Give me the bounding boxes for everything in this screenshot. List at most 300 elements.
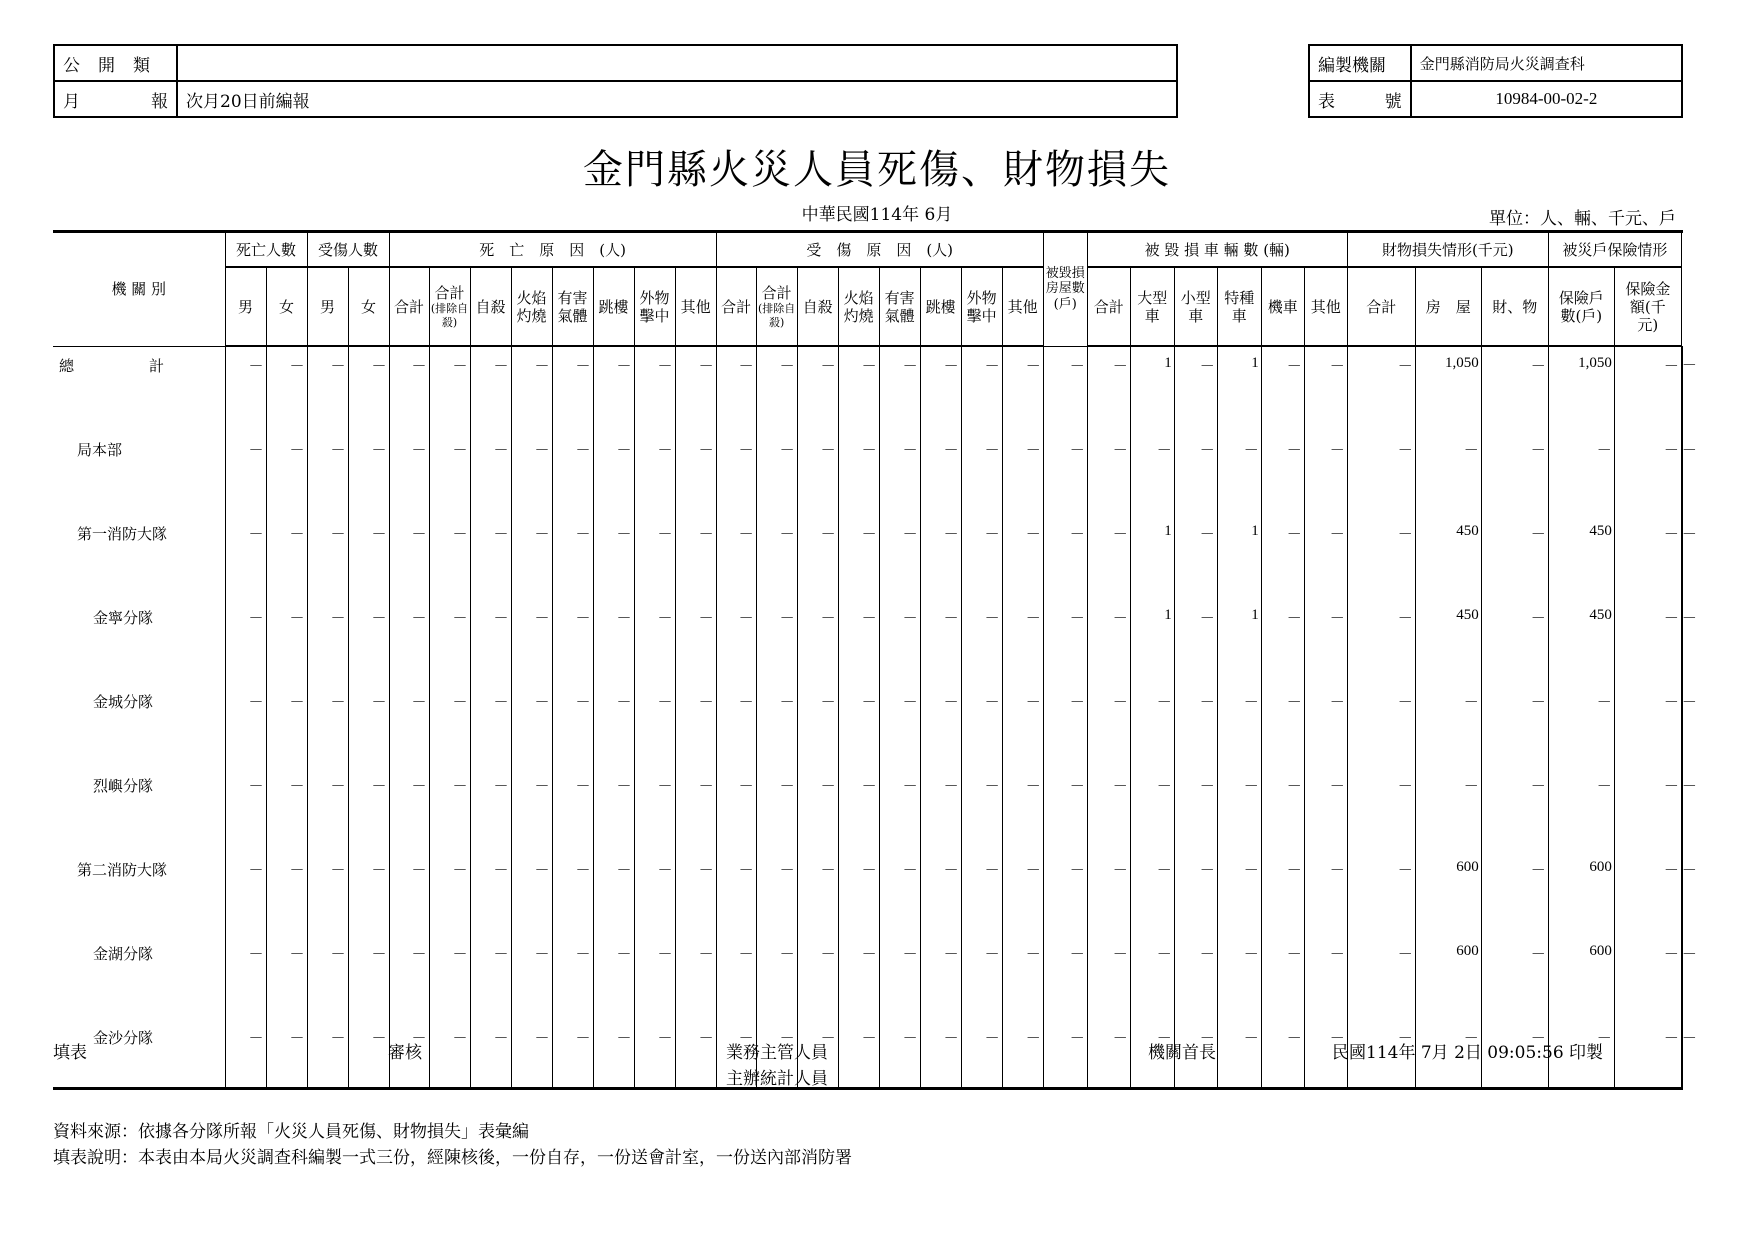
table-cell: － [1481, 1019, 1548, 1089]
table-cell: 450 [1415, 515, 1481, 599]
table-cell: － [429, 851, 470, 935]
injury-jump-header: 跳樓 [920, 267, 961, 346]
table-cell: － [797, 935, 838, 1019]
table-cell: 600 [1548, 935, 1614, 1019]
table-cell: － [1681, 431, 1682, 515]
vehicle-large-header: 大型車 [1130, 267, 1174, 346]
table-cell: － [797, 1019, 838, 1089]
table-cell: － [429, 431, 470, 515]
table-cell: － [1548, 431, 1614, 515]
death-count-header: 死亡人數 [225, 232, 307, 268]
insured-households-header: 保險戶數(戶) [1548, 267, 1614, 346]
table-cell: － [797, 851, 838, 935]
table-cell: － [634, 935, 675, 1019]
table-cell: － [756, 935, 797, 1019]
table-cell: － [756, 431, 797, 515]
death-other-header: 其他 [675, 267, 716, 346]
table-cell: － [716, 431, 756, 515]
table-cell: － [1174, 1019, 1217, 1089]
table-cell: － [1043, 346, 1087, 431]
table-cell: － [797, 683, 838, 767]
table-cell: － [920, 346, 961, 431]
table-cell: － [1087, 767, 1130, 851]
table-cell: 450 [1415, 599, 1481, 683]
table-cell: － [511, 935, 552, 1019]
table-cell: － [1347, 599, 1415, 683]
table-cell: － [1481, 515, 1548, 599]
table-cell: － [1481, 431, 1548, 515]
table-cell: － [675, 851, 716, 935]
table-cell: － [552, 1019, 593, 1089]
table-cell: － [470, 599, 511, 683]
table-cell: － [797, 599, 838, 683]
table-cell: － [1548, 683, 1614, 767]
table-cell: － [307, 935, 348, 1019]
table-cell: － [920, 599, 961, 683]
table-cell: － [266, 683, 307, 767]
table-cell: － [307, 767, 348, 851]
table-cell: － [429, 1019, 470, 1089]
table-cell: － [1043, 935, 1087, 1019]
table-cell: － [348, 599, 389, 683]
vehicle-special-header: 特種車 [1217, 267, 1261, 346]
stats-head-label: 主辦統計人員 [726, 1069, 828, 1089]
table-cell: 1,050 [1415, 346, 1481, 431]
table-cell: － [634, 346, 675, 431]
table-cell: － [961, 935, 1002, 1019]
table-cell: － [961, 346, 1002, 431]
table-cell: － [1002, 851, 1043, 935]
org-header: 機 關 別 [53, 232, 225, 347]
table-cell: － [1415, 683, 1481, 767]
table-cell: － [1087, 431, 1130, 515]
table-cell: － [470, 431, 511, 515]
table-cell: － [1174, 599, 1217, 683]
table-cell: － [838, 431, 879, 515]
table-cell: － [1304, 346, 1347, 431]
table-cell: 1 [1217, 346, 1261, 431]
death-burn-header: 火焰灼燒 [511, 267, 552, 346]
table-cell: 1 [1130, 346, 1174, 431]
table-cell: － [838, 515, 879, 599]
table-cell: － [1347, 851, 1415, 935]
table-cell: － [429, 599, 470, 683]
table-cell: － [429, 935, 470, 1019]
table-cell: － [838, 1019, 879, 1089]
form-no-label: 表號 [1309, 81, 1411, 117]
table-cell: － [1548, 767, 1614, 851]
table-cell: － [920, 683, 961, 767]
table-cell: － [1681, 346, 1682, 431]
table-cell: － [1681, 599, 1682, 683]
table-cell: － [1043, 683, 1087, 767]
table-cell: － [797, 767, 838, 851]
death-male-header: 男 [225, 267, 266, 346]
table-cell: － [634, 851, 675, 935]
table-row [53, 935, 1683, 1019]
table-cell: － [1130, 935, 1174, 1019]
table-cell: － [797, 515, 838, 599]
table-cell: － [1347, 515, 1415, 599]
death-object-header: 外物擊中 [634, 267, 675, 346]
table-cell: － [266, 767, 307, 851]
table-cell: － [593, 346, 634, 431]
table-cell: － [756, 767, 797, 851]
table-cell: － [1481, 935, 1548, 1019]
report-period: 中華民國114年 6月 [801, 205, 953, 225]
table-cell: － [1481, 851, 1548, 935]
table-cell: － [1043, 599, 1087, 683]
table-cell: － [552, 431, 593, 515]
table-cell: － [879, 599, 920, 683]
table-row [53, 431, 1683, 515]
table-cell: － [1087, 346, 1130, 431]
table-row [53, 599, 1683, 683]
table-cell: － [1043, 851, 1087, 935]
header-right-box [1308, 44, 1683, 118]
table-cell: － [225, 1019, 266, 1089]
table-cell: － [1174, 767, 1217, 851]
table-cell: － [1174, 515, 1217, 599]
table-cell: － [716, 1019, 756, 1089]
table-cell: － [225, 851, 266, 935]
agency-label: 編製機關 [1309, 45, 1411, 81]
table-cell: － [1043, 1019, 1087, 1089]
death-cause-header: 死 亡 原 因 (人) [389, 232, 716, 268]
table-cell: － [552, 683, 593, 767]
business-head-label: 業務主管人員 [726, 1043, 828, 1063]
table-cell: － [225, 599, 266, 683]
table-cell: － [879, 1019, 920, 1089]
table-cell: － [348, 935, 389, 1019]
injury-other-header: 其他 [1002, 267, 1043, 346]
table-cell: － [1217, 767, 1261, 851]
table-cell: － [266, 851, 307, 935]
table-cell: － [675, 683, 716, 767]
table-cell: － [1174, 683, 1217, 767]
injury-suicide-header: 自殺 [797, 267, 838, 346]
table-cell: － [879, 935, 920, 1019]
monthly-label: 月報 [54, 81, 177, 117]
table-cell: 450 [1548, 599, 1614, 683]
table-cell: － [593, 767, 634, 851]
table-cell: － [1304, 851, 1347, 935]
table-cell: － [675, 431, 716, 515]
table-cell: － [307, 515, 348, 599]
table-cell: － [470, 935, 511, 1019]
table-cell: － [1347, 683, 1415, 767]
table-cell: － [920, 935, 961, 1019]
public-blank [177, 45, 1177, 81]
table-cell: － [1130, 683, 1174, 767]
table-cell: － [920, 515, 961, 599]
table-cell: － [389, 599, 429, 683]
filling-note: 填表說明：本表由本局火災調查科編製一式三份，經陳核後，一份自存，一份送會計室，一份送內部消防署 [53, 1148, 852, 1168]
table-cell: － [1002, 515, 1043, 599]
table-cell: 600 [1415, 935, 1481, 1019]
table-cell: － [634, 515, 675, 599]
death-suicide-header: 自殺 [470, 267, 511, 346]
table-cell: － [675, 767, 716, 851]
table-cell: － [1261, 346, 1304, 431]
table-cell: － [1481, 683, 1548, 767]
table-cell: － [389, 683, 429, 767]
table-cell: 1 [1217, 515, 1261, 599]
table-cell: － [348, 1019, 389, 1089]
table-cell: － [716, 935, 756, 1019]
table-cell: － [1304, 935, 1347, 1019]
table-cell: － [511, 599, 552, 683]
agency-value: 金門縣消防局火災調查科 [1411, 45, 1682, 81]
table-cell: － [1217, 683, 1261, 767]
table-cell: － [1614, 599, 1681, 683]
damaged-houses-header: 被毀損房屋數(戶) [1043, 232, 1087, 347]
table-cell: － [634, 599, 675, 683]
table-cell: － [593, 1019, 634, 1089]
table-cell: 600 [1548, 851, 1614, 935]
table-cell: － [961, 767, 1002, 851]
insured-amount-header: 保險金額(千元) [1614, 267, 1681, 346]
casualty-loss-table [53, 230, 1697, 1090]
agency-head-label: 機關首長 [1148, 1043, 1216, 1063]
table-cell: － [1304, 1019, 1347, 1089]
row-org-name: 金湖分隊 [53, 935, 225, 1019]
table-cell: － [225, 515, 266, 599]
table-cell: － [961, 431, 1002, 515]
table-cell: － [1087, 935, 1130, 1019]
table-cell: － [266, 935, 307, 1019]
table-cell: － [429, 683, 470, 767]
table-cell: 1 [1130, 599, 1174, 683]
table-cell: － [1614, 515, 1681, 599]
table-cell: － [552, 515, 593, 599]
unit-label: 單位：人、輛、千元、戶 [1489, 209, 1676, 229]
table-cell: － [716, 851, 756, 935]
table-cell: － [1347, 431, 1415, 515]
table-cell: － [1174, 851, 1217, 935]
table-cell: － [593, 851, 634, 935]
table-cell: － [511, 767, 552, 851]
table-cell: － [1481, 599, 1548, 683]
table-cell: － [1043, 767, 1087, 851]
table-cell: － [675, 1019, 716, 1089]
table-cell: － [1217, 851, 1261, 935]
table-cell: － [389, 767, 429, 851]
table-cell: － [1261, 599, 1304, 683]
table-cell: － [961, 515, 1002, 599]
table-cell: － [1087, 599, 1130, 683]
table-cell: － [634, 683, 675, 767]
table-cell: － [389, 431, 429, 515]
table-cell: － [1681, 515, 1682, 599]
injury-object-header: 外物擊中 [961, 267, 1002, 346]
table-cell: － [1002, 346, 1043, 431]
table-cell: － [348, 515, 389, 599]
injury-cause-header: 受 傷 原 因 (人) [716, 232, 1043, 268]
vehicle-moto-header: 機車 [1261, 267, 1304, 346]
table-cell: － [470, 1019, 511, 1089]
table-cell: － [511, 431, 552, 515]
death-total-header: 合計 [389, 267, 429, 346]
table-cell: － [756, 851, 797, 935]
table-cell: － [961, 1019, 1002, 1089]
table-cell: － [511, 346, 552, 431]
table-cell: － [1681, 851, 1682, 935]
table-cell: 600 [1415, 851, 1481, 935]
table-cell: － [1548, 1019, 1614, 1089]
table-cell: － [1261, 851, 1304, 935]
table-cell: － [634, 767, 675, 851]
table-cell: － [1043, 515, 1087, 599]
table-cell: － [389, 851, 429, 935]
table-cell: － [1002, 1019, 1043, 1089]
table-cell: － [1002, 767, 1043, 851]
table-cell: － [225, 935, 266, 1019]
table-cell: － [1681, 1019, 1682, 1089]
table-cell: － [429, 767, 470, 851]
table-cell: － [675, 346, 716, 431]
table-cell: － [225, 767, 266, 851]
death-gas-header: 有害氣體 [552, 267, 593, 346]
form-no-value: 10984-00-02-2 [1411, 81, 1682, 117]
vehicle-total-header: 合計 [1087, 267, 1130, 346]
table-cell: － [1174, 431, 1217, 515]
table-cell: － [1002, 935, 1043, 1019]
table-cell: － [1481, 767, 1548, 851]
row-org-name: 第一消防大隊 [53, 515, 225, 599]
table-cell: － [470, 767, 511, 851]
table-cell: － [879, 515, 920, 599]
table-cell: － [675, 935, 716, 1019]
deadline: 次月20日前編報 [177, 81, 1177, 117]
table-cell: － [429, 346, 470, 431]
injury-gas-header: 有害氣體 [879, 267, 920, 346]
table-cell: － [961, 599, 1002, 683]
table-cell: － [1002, 431, 1043, 515]
table-cell: － [225, 346, 266, 431]
table-cell: － [307, 346, 348, 431]
row-org-name: 總 計 [53, 346, 225, 431]
table-cell: － [961, 851, 1002, 935]
table-cell: － [307, 431, 348, 515]
injury-total-header: 合計 [716, 267, 756, 346]
table-cell: － [1304, 515, 1347, 599]
table-row [53, 851, 1683, 935]
table-cell: － [1087, 1019, 1130, 1089]
table-cell: － [266, 346, 307, 431]
table-cell: － [266, 431, 307, 515]
table-cell: － [593, 683, 634, 767]
table-cell: － [920, 1019, 961, 1089]
table-cell: － [756, 599, 797, 683]
table-cell: － [593, 935, 634, 1019]
table-cell: － [1261, 515, 1304, 599]
table-cell: － [1130, 431, 1174, 515]
table-cell: － [838, 935, 879, 1019]
table-cell: － [511, 683, 552, 767]
table-row [53, 515, 1683, 599]
table-cell: － [1614, 431, 1681, 515]
injury-burn-header: 火焰灼燒 [838, 267, 879, 346]
table-cell: － [511, 1019, 552, 1089]
row-org-name: 金沙分隊 [53, 1019, 225, 1089]
table-cell: － [307, 851, 348, 935]
table-cell: － [348, 346, 389, 431]
table-cell: － [1087, 515, 1130, 599]
table-cell: － [1347, 935, 1415, 1019]
table-cell: － [634, 431, 675, 515]
table-cell: － [838, 851, 879, 935]
table-cell: － [920, 851, 961, 935]
table-cell: － [961, 683, 1002, 767]
table-cell: － [1002, 599, 1043, 683]
table-cell: － [1217, 431, 1261, 515]
table-cell: － [552, 346, 593, 431]
table-cell: － [552, 599, 593, 683]
table-cell: － [1002, 683, 1043, 767]
table-cell: － [593, 515, 634, 599]
death-female-header: 女 [266, 267, 307, 346]
table-cell: 1,050 [1548, 346, 1614, 431]
table-cell: － [716, 346, 756, 431]
table-cell: － [1304, 767, 1347, 851]
table-cell: － [1681, 683, 1682, 767]
injury-total-ex-header: 合計 (排除自殺) [756, 267, 797, 346]
injury-female-header: 女 [348, 267, 389, 346]
table-cell: － [470, 515, 511, 599]
table-cell: － [389, 1019, 429, 1089]
table-cell: － [1043, 431, 1087, 515]
table-cell: － [838, 599, 879, 683]
table-cell: － [1130, 1019, 1174, 1089]
print-timestamp: 民國114年 7月 2日 09:05:56 印製 [1332, 1043, 1604, 1063]
table-cell: － [266, 1019, 307, 1089]
table-cell: － [1614, 346, 1681, 431]
table-cell: － [552, 851, 593, 935]
row-org-name: 第二消防大隊 [53, 851, 225, 935]
table-cell: － [838, 683, 879, 767]
table-cell: － [1415, 431, 1481, 515]
table-cell: － [1304, 683, 1347, 767]
table-cell: － [1087, 851, 1130, 935]
header-left-box [53, 44, 1178, 118]
table-cell: － [797, 346, 838, 431]
property-loss-header: 財物損失情形(千元) [1347, 232, 1548, 268]
table-cell: － [389, 935, 429, 1019]
table-body [53, 346, 1697, 1089]
table-cell: － [266, 599, 307, 683]
table-cell: － [920, 431, 961, 515]
table-cell: － [716, 515, 756, 599]
table-cell: － [225, 431, 266, 515]
table-cell: － [675, 599, 716, 683]
table-cell: － [756, 346, 797, 431]
table-cell: － [1304, 599, 1347, 683]
table-cell: － [225, 683, 266, 767]
property-goods-header: 財、物 [1481, 267, 1548, 346]
row-org-name: 局本部 [53, 431, 225, 515]
table-cell: － [1681, 767, 1682, 851]
filler-label: 填表 [53, 1043, 87, 1063]
table-cell: － [470, 683, 511, 767]
table-cell: － [389, 515, 429, 599]
table-cell: － [879, 431, 920, 515]
row-org-name: 烈嶼分隊 [53, 767, 225, 851]
table-cell: － [1087, 683, 1130, 767]
table-cell: － [1304, 431, 1347, 515]
row-org-name: 金城分隊 [53, 683, 225, 767]
vehicle-small-header: 小型車 [1174, 267, 1217, 346]
